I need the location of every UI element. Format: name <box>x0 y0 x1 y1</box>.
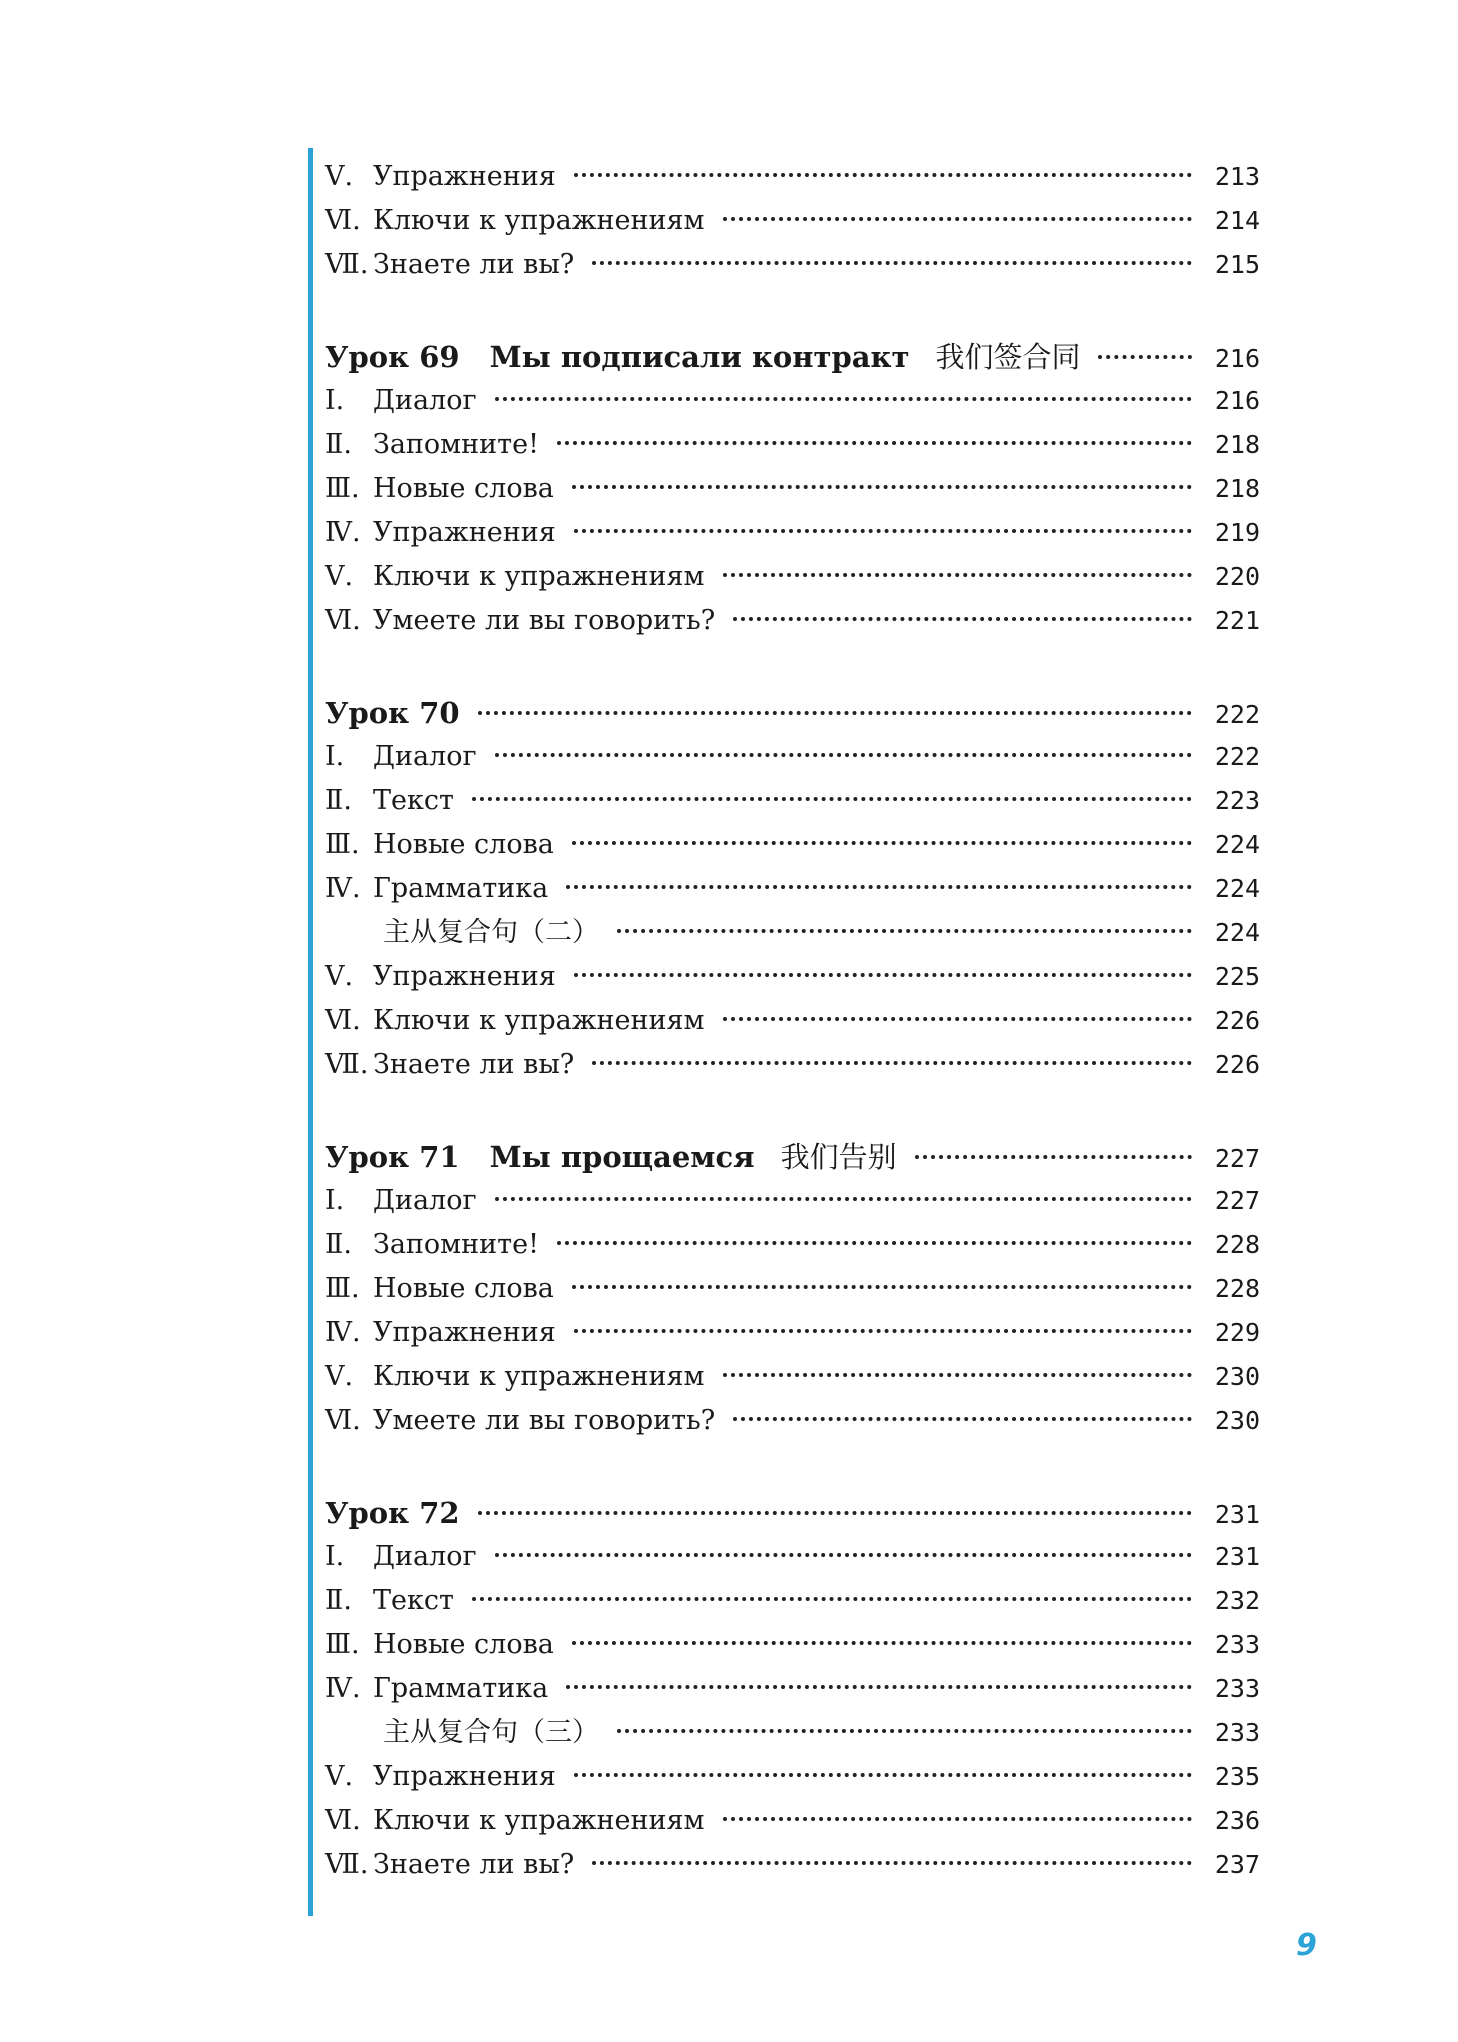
toc-entry[interactable] <box>325 1623 1260 1667</box>
entry-page: 218 <box>1214 430 1260 459</box>
dot-leader <box>723 1817 1192 1821</box>
entry-page: 222 <box>1214 742 1260 771</box>
dot-leader <box>572 1285 1192 1289</box>
entry-page: 233 <box>1214 1718 1260 1747</box>
entry-page: 219 <box>1214 518 1260 547</box>
toc-entry[interactable] <box>325 243 1260 287</box>
entry-number: Ⅶ. <box>325 1049 369 1080</box>
dot-leader <box>478 711 1192 715</box>
page-number: 9 <box>1296 1928 1317 1963</box>
lesson-heading-71[interactable] <box>325 1135 1260 1179</box>
entry-title: Новые слова <box>373 1629 554 1660</box>
entry-number: Ⅳ. <box>325 1317 361 1348</box>
entry-page: 233 <box>1214 1630 1260 1659</box>
entry-title: Ключи к упражнениям <box>373 1805 705 1836</box>
dot-leader <box>733 1417 1192 1421</box>
toc-entry[interactable] <box>325 735 1260 779</box>
entry-number: Ⅰ. <box>325 741 345 772</box>
dot-leader <box>495 1553 1192 1557</box>
entry-number: Ⅵ. <box>325 1805 361 1836</box>
entry-title: Ключи к упражнениям <box>373 1005 705 1036</box>
entry-title: 主从复合句（二） <box>383 917 599 948</box>
dot-leader <box>574 973 1192 977</box>
entry-page: 223 <box>1214 786 1260 815</box>
entry-title: Новые слова <box>373 829 554 860</box>
toc-entry[interactable] <box>325 1223 1260 1267</box>
lesson-label: Урок 72 <box>325 1496 460 1530</box>
entry-title: Ключи к упражнениям <box>373 561 705 592</box>
entry-title: Диалог <box>373 1185 477 1216</box>
dot-leader <box>572 485 1192 489</box>
dot-leader <box>574 1329 1192 1333</box>
dot-leader <box>495 1197 1192 1201</box>
toc-entry[interactable] <box>325 823 1260 867</box>
entry-page: 220 <box>1214 562 1260 591</box>
entry-title: Запомните! <box>373 429 539 460</box>
toc-entry[interactable] <box>325 599 1260 643</box>
entry-number: Ⅳ. <box>325 873 361 904</box>
entry-number: Ⅱ. <box>325 429 352 460</box>
entry-number: Ⅵ. <box>325 605 361 636</box>
dot-leader <box>1098 355 1192 359</box>
entry-number: Ⅰ. <box>325 385 345 416</box>
toc-entry[interactable] <box>325 1667 1260 1711</box>
entry-page: 225 <box>1214 962 1260 991</box>
entry-number: Ⅴ. <box>325 1761 354 1792</box>
entry-page: 233 <box>1214 1674 1260 1703</box>
toc-subentry[interactable] <box>325 1711 1260 1755</box>
toc-entry[interactable] <box>325 1399 1260 1443</box>
entry-page: 216 <box>1214 344 1260 373</box>
entry-page: 229 <box>1214 1318 1260 1347</box>
toc-entry[interactable] <box>325 779 1260 823</box>
toc-entry[interactable] <box>325 1579 1260 1623</box>
entry-page: 230 <box>1214 1406 1260 1435</box>
entry-number: Ⅵ. <box>325 1005 361 1036</box>
entry-page: 227 <box>1214 1186 1260 1215</box>
toc-entry[interactable] <box>325 867 1260 911</box>
entry-number: Ⅶ. <box>325 249 369 280</box>
entry-page: 226 <box>1214 1006 1260 1035</box>
entry-title: Диалог <box>373 1541 477 1572</box>
toc-entry[interactable] <box>325 555 1260 599</box>
toc-entry[interactable] <box>325 199 1260 243</box>
entry-title: Диалог <box>373 385 477 416</box>
entry-title: Грамматика <box>373 1673 549 1704</box>
entry-title: Новые слова <box>373 1273 554 1304</box>
entry-title: Знаете ли вы? <box>373 249 575 280</box>
entry-number: Ⅶ. <box>325 1849 369 1880</box>
toc-entry[interactable] <box>325 1843 1260 1887</box>
lesson-title-ru: Мы прощаемся <box>489 1140 755 1174</box>
entry-title: Упражнения <box>373 1317 556 1348</box>
entry-page: 215 <box>1214 250 1260 279</box>
toc-entry[interactable] <box>325 511 1260 555</box>
dot-leader <box>733 617 1192 621</box>
toc-entry[interactable] <box>325 155 1260 199</box>
entry-number: Ⅰ. <box>325 1185 345 1216</box>
entry-number: Ⅰ. <box>325 1541 345 1572</box>
entry-number: Ⅱ. <box>325 1229 352 1260</box>
toc-entry[interactable] <box>325 423 1260 467</box>
toc-entry[interactable] <box>325 467 1260 511</box>
entry-title: Грамматика <box>373 873 549 904</box>
dot-leader <box>723 217 1192 221</box>
entry-number: Ⅱ. <box>325 785 352 816</box>
entry-number: Ⅲ. <box>325 829 360 860</box>
toc-entry[interactable] <box>325 1535 1260 1579</box>
entry-title: Диалог <box>373 741 477 772</box>
entry-title: Упражнения <box>373 161 556 192</box>
entry-page: 228 <box>1214 1230 1260 1259</box>
entry-number: Ⅴ. <box>325 561 354 592</box>
entry-title: Новые слова <box>373 473 554 504</box>
entry-page: 216 <box>1214 386 1260 415</box>
dot-leader <box>566 1685 1192 1689</box>
dot-leader <box>592 1861 1192 1865</box>
entry-page: 213 <box>1214 162 1260 191</box>
toc-entry[interactable] <box>325 1267 1260 1311</box>
entry-number: Ⅲ. <box>325 473 360 504</box>
lesson-title-cn: 我们签合同 <box>935 340 1081 374</box>
toc-entry[interactable] <box>325 1755 1260 1799</box>
entry-page: 231 <box>1214 1500 1260 1529</box>
entry-page: 235 <box>1214 1762 1260 1791</box>
entry-page: 224 <box>1214 874 1260 903</box>
lesson-heading-69[interactable] <box>325 335 1260 379</box>
dot-leader <box>592 261 1192 265</box>
lesson-title-cn: 我们告别 <box>780 1140 897 1174</box>
toc-entry[interactable] <box>325 1179 1260 1223</box>
entry-page: 231 <box>1214 1542 1260 1571</box>
entry-title: Ключи к упражнениям <box>373 1361 705 1392</box>
dot-leader <box>723 573 1192 577</box>
entry-title: Ключи к упражнениям <box>373 205 705 236</box>
lesson-label: Урок 71 <box>325 1140 460 1174</box>
entry-number: Ⅱ. <box>325 1585 352 1616</box>
entry-page: 227 <box>1214 1144 1260 1173</box>
toc-entry[interactable] <box>325 999 1260 1043</box>
toc-entry[interactable] <box>325 1799 1260 1843</box>
entry-page: 222 <box>1214 700 1260 729</box>
entry-number: Ⅳ. <box>325 1673 361 1704</box>
dot-leader <box>566 885 1192 889</box>
dot-leader <box>574 173 1192 177</box>
toc-entry[interactable] <box>325 955 1260 999</box>
dot-leader <box>557 1241 1192 1245</box>
dot-leader <box>572 841 1192 845</box>
toc-subentry[interactable] <box>325 911 1260 955</box>
dot-leader <box>472 797 1192 801</box>
entry-title: Умеете ли вы говорить? <box>373 1405 716 1436</box>
entry-title: Упражнения <box>373 1761 556 1792</box>
entry-page: 237 <box>1214 1850 1260 1879</box>
entry-number: Ⅴ. <box>325 961 354 992</box>
entry-number: Ⅵ. <box>325 205 361 236</box>
dot-leader <box>495 397 1192 401</box>
entry-page: 218 <box>1214 474 1260 503</box>
table-of-contents <box>325 155 1260 1887</box>
dot-leader <box>574 1773 1192 1777</box>
dot-leader <box>723 1017 1192 1021</box>
entry-number: Ⅴ. <box>325 1361 354 1392</box>
entry-title: Упражнения <box>373 961 556 992</box>
entry-number: Ⅴ. <box>325 161 354 192</box>
dot-leader <box>478 1511 1192 1515</box>
lesson-label: Урок 69 <box>325 340 460 374</box>
dot-leader <box>495 753 1192 757</box>
entry-number: Ⅲ. <box>325 1273 360 1304</box>
dot-leader <box>574 529 1192 533</box>
entry-title: Знаете ли вы? <box>373 1849 575 1880</box>
dot-leader <box>572 1641 1192 1645</box>
toc-entry[interactable] <box>325 1043 1260 1087</box>
entry-number: Ⅲ. <box>325 1629 360 1660</box>
entry-page: 232 <box>1214 1586 1260 1615</box>
entry-page: 236 <box>1214 1806 1260 1835</box>
entry-title: Текст <box>373 785 454 816</box>
dot-leader <box>592 1061 1192 1065</box>
lesson-heading-70[interactable] <box>325 691 1260 735</box>
entry-title: Знаете ли вы? <box>373 1049 575 1080</box>
dot-leader <box>557 441 1192 445</box>
lesson-label: Урок 70 <box>325 696 460 730</box>
entry-title: Запомните! <box>373 1229 539 1260</box>
entry-page: 224 <box>1214 918 1260 947</box>
entry-title: Упражнения <box>373 517 556 548</box>
dot-leader <box>723 1373 1192 1377</box>
lesson-heading-72[interactable] <box>325 1491 1260 1535</box>
toc-entry[interactable] <box>325 379 1260 423</box>
dot-leader <box>472 1597 1192 1601</box>
dot-leader <box>915 1155 1192 1159</box>
dot-leader <box>617 1729 1192 1733</box>
entry-number: Ⅳ. <box>325 517 361 548</box>
entry-page: 221 <box>1214 606 1260 635</box>
dot-leader <box>617 929 1192 933</box>
lesson-title-ru: Мы подписали контракт <box>489 340 910 374</box>
entry-page: 214 <box>1214 206 1260 235</box>
entry-title: 主从复合句（三） <box>383 1717 599 1748</box>
entry-number: Ⅵ. <box>325 1405 361 1436</box>
entry-page: 230 <box>1214 1362 1260 1391</box>
entry-title: Текст <box>373 1585 454 1616</box>
entry-page: 226 <box>1214 1050 1260 1079</box>
entry-page: 228 <box>1214 1274 1260 1303</box>
entry-page: 224 <box>1214 830 1260 859</box>
toc-entry[interactable] <box>325 1355 1260 1399</box>
toc-entry[interactable] <box>325 1311 1260 1355</box>
side-accent-rule <box>308 148 313 1916</box>
entry-title: Умеете ли вы говорить? <box>373 605 716 636</box>
